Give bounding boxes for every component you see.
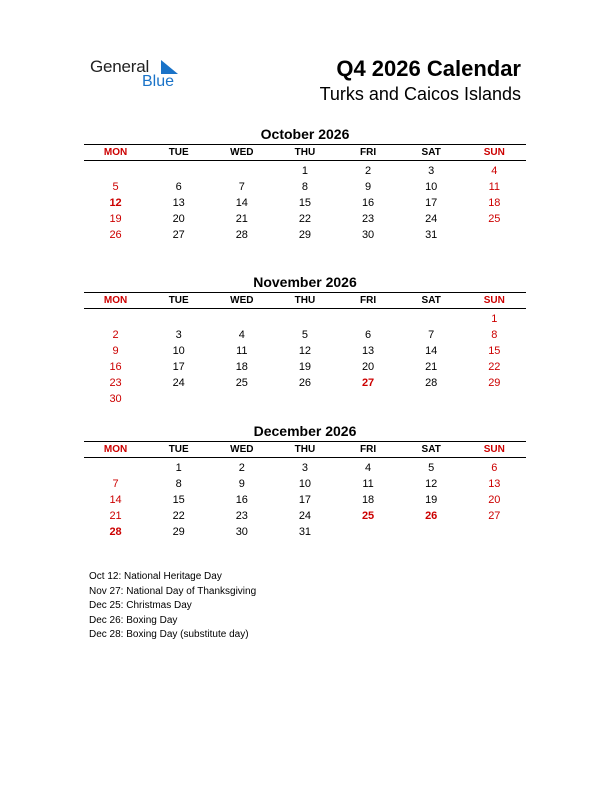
day-cell: 2 bbox=[112, 329, 119, 341]
weekday-header-row bbox=[84, 441, 526, 458]
logo-blue-text: Blue bbox=[142, 73, 175, 90]
day-cell: 11 bbox=[488, 181, 501, 193]
day-cell: 10 bbox=[172, 345, 185, 357]
day-cell: 17 bbox=[425, 197, 438, 209]
day-cell: 20 bbox=[361, 361, 375, 373]
day-cell: 19 bbox=[109, 213, 122, 225]
day-cell: 14 bbox=[425, 345, 438, 357]
day-cell: 8 bbox=[491, 329, 498, 341]
day-cell: 16 bbox=[109, 361, 122, 373]
holiday-day-cell: 27 bbox=[361, 377, 375, 389]
day-cell: 24 bbox=[172, 377, 185, 389]
day-cell: 30 bbox=[361, 229, 375, 241]
holiday-day-cell: 26 bbox=[425, 510, 438, 522]
day-cell: 15 bbox=[298, 197, 312, 209]
day-cell: 22 bbox=[172, 510, 185, 522]
empty-day-cell bbox=[147, 163, 210, 179]
day-cell: 12 bbox=[425, 478, 438, 490]
page-title: Q4 2026 Calendar bbox=[336, 56, 521, 81]
day-cell: 3 bbox=[301, 462, 308, 474]
day-cell: 19 bbox=[425, 494, 438, 506]
day-cell: 21 bbox=[235, 213, 248, 225]
holiday-item: Dec 28: Boxing Day (substitute day) bbox=[89, 629, 249, 640]
day-grid bbox=[84, 460, 526, 540]
day-cell: 11 bbox=[236, 345, 248, 357]
day-cell: 25 bbox=[488, 213, 501, 225]
day-cell: 15 bbox=[172, 494, 185, 506]
day-cell: 8 bbox=[301, 181, 308, 193]
weekday-header-row bbox=[84, 144, 526, 161]
day-cell: 21 bbox=[425, 361, 438, 373]
day-cell: 17 bbox=[298, 494, 312, 506]
day-cell: 10 bbox=[425, 181, 438, 193]
weekday-header: SUN bbox=[483, 444, 505, 455]
weekday-header: MON bbox=[103, 147, 128, 158]
day-cell: 27 bbox=[488, 510, 501, 522]
month-title: November 2026 bbox=[253, 274, 357, 290]
day-cell: 13 bbox=[361, 345, 375, 357]
weekday-header: SAT bbox=[421, 147, 441, 158]
empty-day-cell bbox=[84, 311, 147, 327]
day-cell: 5 bbox=[301, 329, 308, 341]
day-cell: 9 bbox=[365, 181, 372, 193]
weekday-header: THU bbox=[294, 295, 316, 306]
day-cell: 1 bbox=[301, 165, 308, 177]
weekday-header: WED bbox=[230, 295, 254, 306]
day-cell: 4 bbox=[491, 165, 498, 177]
weekday-header: SUN bbox=[483, 147, 505, 158]
weekday-header: FRI bbox=[360, 444, 377, 455]
day-cell: 9 bbox=[238, 478, 245, 490]
day-cell: 3 bbox=[175, 329, 182, 341]
day-cell: 27 bbox=[172, 229, 185, 241]
day-cell: 24 bbox=[425, 213, 438, 225]
day-cell: 4 bbox=[365, 462, 372, 474]
holiday-item: Oct 12: National Heritage Day bbox=[89, 571, 222, 582]
day-cell: 13 bbox=[172, 197, 185, 209]
day-cell: 30 bbox=[109, 393, 122, 405]
logo-triangle-icon bbox=[161, 60, 178, 74]
day-cell: 19 bbox=[298, 361, 312, 373]
day-cell: 20 bbox=[172, 213, 185, 225]
weekday-header: WED bbox=[230, 147, 254, 158]
weekday-header: THU bbox=[294, 444, 316, 455]
weekday-header: SUN bbox=[483, 295, 505, 306]
day-cell: 2 bbox=[365, 165, 372, 177]
day-cell: 6 bbox=[175, 181, 182, 193]
empty-day-cell bbox=[273, 311, 336, 327]
day-cell: 28 bbox=[425, 377, 438, 389]
weekday-header: MON bbox=[103, 444, 128, 455]
day-cell: 1 bbox=[175, 462, 182, 474]
empty-day-cell bbox=[337, 311, 400, 327]
day-cell: 30 bbox=[235, 526, 248, 538]
day-cell: 16 bbox=[235, 494, 248, 506]
day-cell: 22 bbox=[298, 213, 312, 225]
weekday-header: FRI bbox=[360, 147, 377, 158]
day-cell: 12 bbox=[298, 345, 312, 357]
day-cell: 1 bbox=[491, 313, 498, 325]
day-cell: 20 bbox=[488, 494, 501, 506]
generalblue-logo bbox=[90, 57, 210, 97]
day-cell: 23 bbox=[235, 510, 248, 522]
day-grid bbox=[84, 163, 526, 243]
day-cell: 8 bbox=[175, 478, 182, 490]
holiday-item: Dec 26: Boxing Day bbox=[89, 614, 178, 626]
day-cell: 23 bbox=[109, 377, 122, 389]
empty-day-cell bbox=[400, 311, 463, 327]
day-cell: 11 bbox=[362, 478, 374, 490]
weekday-header: FRI bbox=[360, 295, 377, 306]
holiday-day-cell: 28 bbox=[109, 526, 122, 538]
month-october bbox=[84, 124, 526, 243]
day-cell: 28 bbox=[235, 229, 248, 241]
day-cell: 13 bbox=[488, 478, 501, 490]
day-cell: 29 bbox=[172, 526, 185, 538]
day-cell: 5 bbox=[112, 181, 119, 193]
holiday-day-cell: 12 bbox=[109, 197, 122, 209]
month-november bbox=[84, 272, 526, 407]
page-subtitle: Turks and Caicos Islands bbox=[319, 84, 521, 104]
day-cell: 23 bbox=[361, 213, 375, 225]
day-cell: 18 bbox=[488, 197, 501, 209]
day-cell: 7 bbox=[112, 478, 119, 490]
day-grid bbox=[84, 311, 526, 407]
weekday-header: TUE bbox=[168, 295, 189, 306]
empty-day-cell bbox=[147, 311, 210, 327]
day-cell: 9 bbox=[112, 345, 119, 357]
logo-general-text: General bbox=[90, 57, 150, 76]
day-cell: 6 bbox=[491, 462, 498, 474]
empty-day-cell bbox=[210, 163, 273, 179]
month-title: December 2026 bbox=[253, 423, 357, 439]
day-cell: 10 bbox=[298, 478, 312, 490]
day-cell: 29 bbox=[488, 377, 501, 389]
day-cell: 7 bbox=[238, 181, 245, 193]
day-cell: 5 bbox=[428, 462, 435, 474]
weekday-header: TUE bbox=[168, 147, 189, 158]
day-cell: 4 bbox=[238, 329, 245, 341]
day-cell: 15 bbox=[488, 345, 501, 357]
weekday-header: THU bbox=[294, 147, 316, 158]
weekday-header: MON bbox=[103, 295, 128, 306]
day-cell: 31 bbox=[298, 526, 312, 538]
holiday-item: Nov 27: National Day of Thanksgiving bbox=[89, 585, 257, 597]
day-cell: 18 bbox=[361, 494, 375, 506]
day-cell: 26 bbox=[109, 229, 122, 241]
weekday-header: TUE bbox=[168, 444, 189, 455]
day-cell: 14 bbox=[235, 197, 248, 209]
day-cell: 21 bbox=[109, 510, 122, 522]
day-cell: 17 bbox=[172, 361, 185, 373]
day-cell: 7 bbox=[428, 329, 435, 341]
day-cell: 14 bbox=[109, 494, 122, 506]
day-cell: 25 bbox=[235, 377, 248, 389]
empty-day-cell bbox=[210, 311, 273, 327]
weekday-header: WED bbox=[230, 444, 254, 455]
day-cell: 29 bbox=[298, 229, 312, 241]
weekday-header-row bbox=[84, 292, 526, 309]
weekday-header: SAT bbox=[421, 444, 441, 455]
empty-day-cell bbox=[84, 163, 147, 179]
holiday-item: Dec 25: Christmas Day bbox=[89, 600, 192, 611]
day-cell: 31 bbox=[425, 229, 438, 241]
day-cell: 18 bbox=[235, 361, 248, 373]
day-cell: 3 bbox=[428, 165, 435, 177]
holiday-list bbox=[89, 570, 256, 643]
month-title: October 2026 bbox=[260, 126, 350, 142]
day-cell: 24 bbox=[298, 510, 312, 522]
holiday-day-cell: 25 bbox=[361, 510, 375, 522]
day-cell: 22 bbox=[488, 361, 501, 373]
day-cell: 26 bbox=[298, 377, 312, 389]
day-cell: 2 bbox=[238, 462, 245, 474]
empty-day-cell bbox=[84, 460, 147, 476]
day-cell: 16 bbox=[361, 197, 375, 209]
month-december bbox=[84, 421, 526, 540]
day-cell: 6 bbox=[365, 329, 372, 341]
weekday-header: SAT bbox=[421, 295, 441, 306]
